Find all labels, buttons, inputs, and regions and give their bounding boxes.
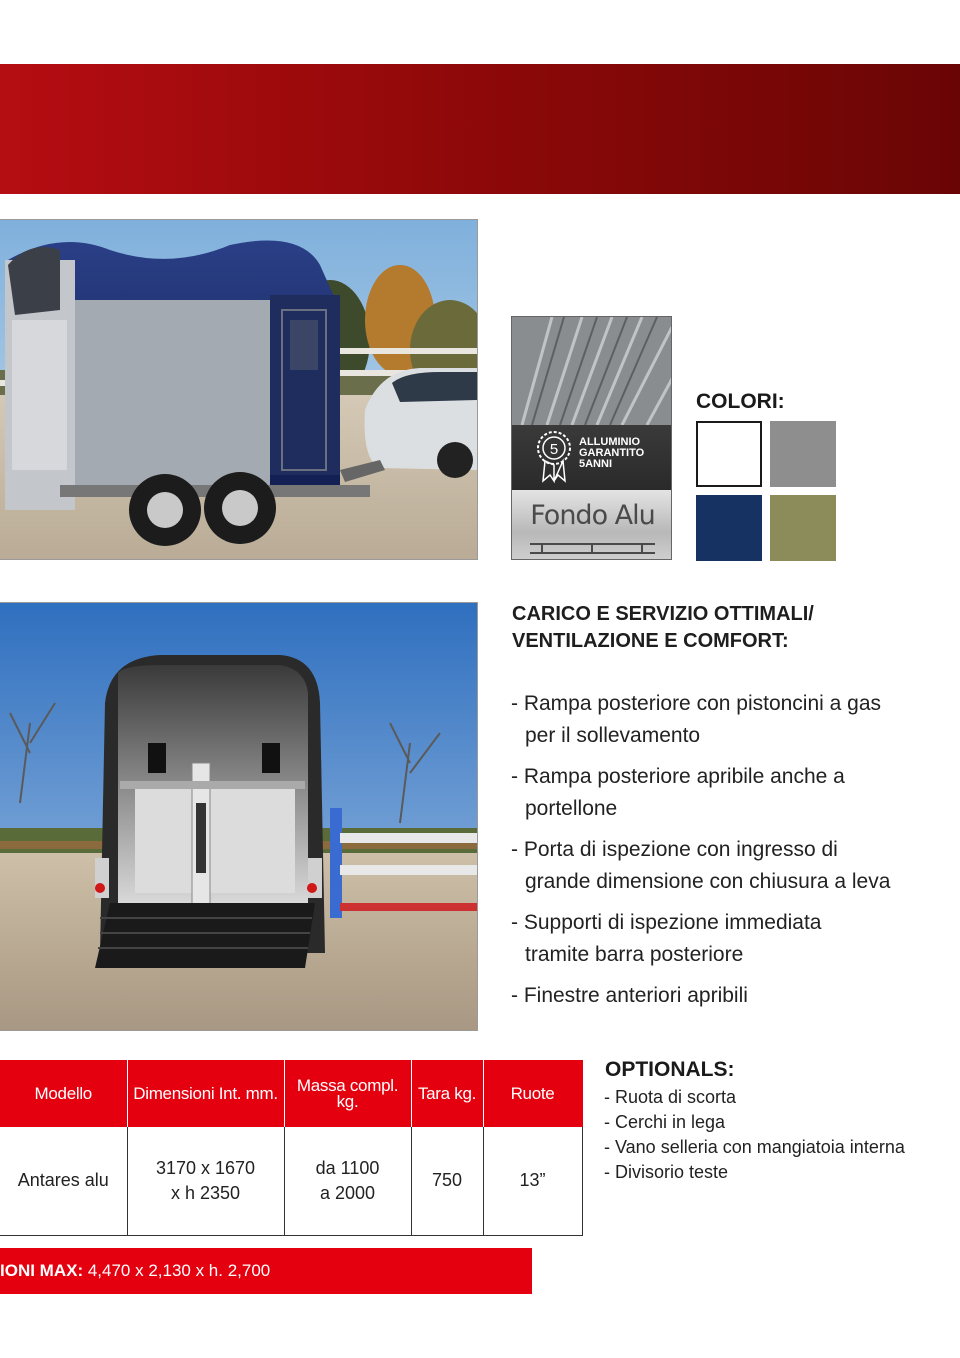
feature-item: - Rampa posteriore con pistoncini a gas per il sollevamento: [511, 692, 882, 747]
header-tara: Tara kg.: [411, 1061, 483, 1127]
colors-title: COLORI:: [696, 390, 785, 413]
spec-table: [0, 1060, 583, 1236]
header-dimensioni: Dimensioni Int. mm.: [127, 1061, 284, 1127]
optional-item: - Divisorio teste: [604, 1162, 729, 1182]
max-dimensions-label: IONI MAX:: [0, 1261, 84, 1280]
features-title: CARICO E SERVIZIO OTTIMALI/ VENTILAZIONE E COMFORT:: [512, 603, 814, 652]
optional-item: - Vano selleria con mangiatoia interna: [604, 1137, 905, 1157]
color-swatch-grey[interactable]: [770, 421, 836, 487]
cell-massa: da 1100 a 2000: [284, 1127, 411, 1236]
cell-modello: Antares alu: [0, 1127, 127, 1236]
seal-number: 5: [549, 441, 559, 458]
optional-item: - Ruota di scorta: [604, 1087, 737, 1107]
header-ruote: Ruote: [483, 1061, 582, 1127]
color-swatch-navy[interactable]: [696, 495, 762, 561]
warranty-text: ALLUMINIO GARANTITO 5ANNI: [579, 436, 645, 470]
cell-dimensioni: 3170 x 1670 x h 2350: [127, 1127, 284, 1236]
floor-rail-icon: [530, 541, 655, 555]
header-massa: Massa compl. kg.: [284, 1061, 411, 1127]
trailer-side-photo: [0, 219, 478, 560]
header-banner: [0, 64, 960, 194]
warranty-seal-icon: [535, 429, 573, 483]
feature-item: - Supporti di ispezione immediata tramite barra posteriore: [511, 911, 822, 966]
optionals-title: OPTIONALS:: [605, 1058, 735, 1081]
cell-ruote: 13”: [483, 1127, 582, 1236]
feature-item: - Rampa posteriore apribile anche a portellone: [511, 765, 845, 820]
optional-item: - Cerchi in lega: [604, 1112, 726, 1132]
color-swatch-olive[interactable]: [770, 495, 836, 561]
aluminium-warranty-badge: [511, 316, 672, 560]
optionals-list: [604, 1085, 954, 1185]
max-dimensions-bar: [0, 1248, 532, 1294]
table-row: [0, 1127, 582, 1236]
features-list: [511, 688, 941, 1021]
cell-tara: 750: [411, 1127, 483, 1236]
trailer-rear-photo: [0, 602, 478, 1031]
header-modello: Modello: [0, 1061, 127, 1127]
max-dimensions-value: 4,470 x 2,130 x h. 2,700: [83, 1261, 271, 1280]
feature-item: - Porta di ispezione con ingresso di grande dimensione con chiusura a leva: [511, 838, 891, 893]
feature-item: - Finestre anteriori apribili: [511, 984, 748, 1007]
table-header-row: [0, 1061, 582, 1127]
fondo-alu-label: Fondo Alu: [530, 500, 655, 531]
color-swatch-white[interactable]: [696, 421, 762, 487]
